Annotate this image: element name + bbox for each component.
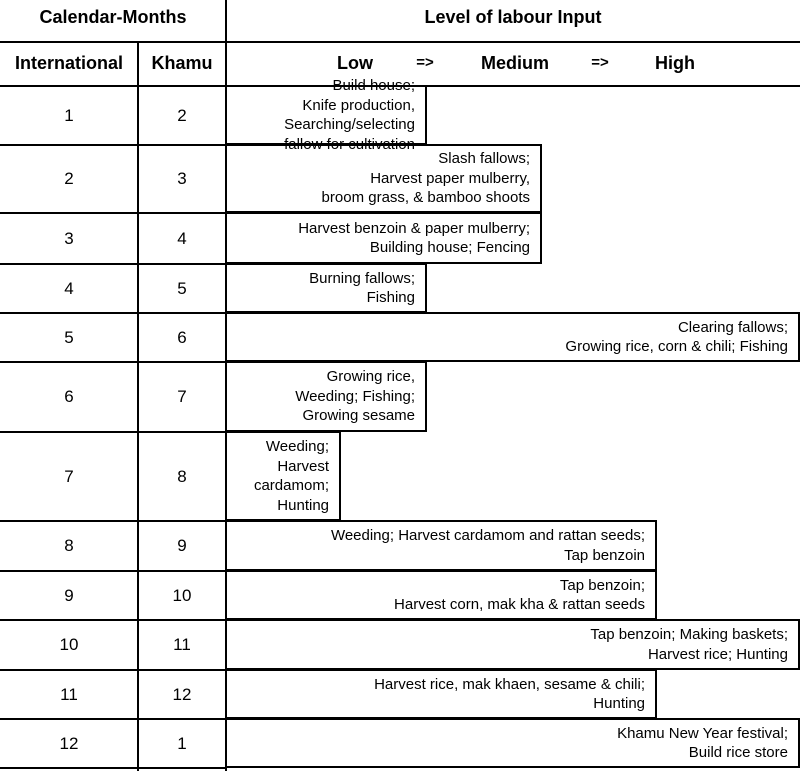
international-month: 10 <box>59 635 79 654</box>
international-month: 3 <box>64 228 74 248</box>
international-month: 11 <box>60 684 78 704</box>
khamu-month: 2 <box>177 105 187 125</box>
header-labour-input: Level of labour Input <box>424 7 602 27</box>
labour-bar <box>226 263 427 313</box>
khamu-month: 4 <box>177 228 187 248</box>
header-international: International <box>14 53 123 73</box>
header-khamu: Khamu <box>151 53 213 73</box>
khamu-month: 12 <box>172 684 192 704</box>
activities-text: Burning fallows; Fishing <box>309 269 415 306</box>
khamu-month: 7 <box>177 387 187 406</box>
row-divider <box>0 767 226 769</box>
labour-bar <box>226 570 657 620</box>
khamu-month: 1 <box>177 733 187 753</box>
international-month: 9 <box>64 585 74 605</box>
international-month: 1 <box>64 105 74 125</box>
labour-bar <box>226 77 427 153</box>
labour-bar <box>226 361 427 432</box>
labour-bar <box>226 312 800 362</box>
activities-text: Tap benzoin; Making baskets; Harvest rice; Hunting <box>590 626 788 663</box>
international-month: 12 <box>59 733 79 753</box>
international-month: 8 <box>64 536 74 555</box>
activities-text: Clearing fallows; Growing rice, corn & chili; Fishing <box>565 318 788 355</box>
scale-low: Low <box>337 53 373 73</box>
scale-arrow-1: => <box>416 54 434 71</box>
scale-arrow-2: => <box>591 54 609 71</box>
khamu-month: 10 <box>172 585 192 605</box>
international-month: 2 <box>64 169 74 188</box>
activities-text: Growing rice, Weeding; Fishing; Growing sesame <box>295 368 415 425</box>
labour-bar <box>226 669 657 719</box>
scale-high: High <box>655 53 695 73</box>
labour-bar <box>226 718 800 768</box>
international-month: 6 <box>64 387 74 406</box>
activities-text: Harvest rice, mak khaen, sesame & chili; Hunting <box>374 675 645 712</box>
activities-text: Harvest benzoin & paper mulberry; Building house; Fencing <box>298 219 530 256</box>
activities-text: Build house; Knife production, Searching/selecting fallow for cultivation <box>284 77 415 153</box>
international-month: 4 <box>64 278 74 298</box>
khamu-month: 9 <box>177 536 187 555</box>
activities-text: Weeding; Harvest cardamom; Hunting <box>253 438 329 514</box>
scale-medium: Medium <box>480 53 549 73</box>
khamu-month: 8 <box>177 466 187 486</box>
activities-text: Khamu New Year festival; Build rice store <box>617 724 788 761</box>
labour-bar <box>226 619 800 670</box>
divider <box>0 41 800 43</box>
activities-text: Tap benzoin; Harvest corn, mak kha & rattan seeds <box>394 576 645 613</box>
labour-bar <box>226 212 542 264</box>
khamu-month: 3 <box>177 169 187 188</box>
activities-text: Weeding; Harvest cardamom and rattan seeds; Tap benzoin <box>330 527 645 564</box>
international-month: 7 <box>64 466 74 486</box>
header-calendar-months: Calendar-Months <box>39 7 187 27</box>
labour-bar <box>226 520 657 571</box>
activities-text: Slash fallows; Harvest paper mulberry, broom grass, & bamboo shoots <box>321 150 530 207</box>
khamu-month: 6 <box>177 327 187 347</box>
khamu-month: 11 <box>173 635 191 654</box>
khamu-month: 5 <box>177 278 187 298</box>
international-month: 5 <box>64 327 74 347</box>
labour-bar <box>226 431 341 521</box>
labour-bar <box>226 144 542 213</box>
